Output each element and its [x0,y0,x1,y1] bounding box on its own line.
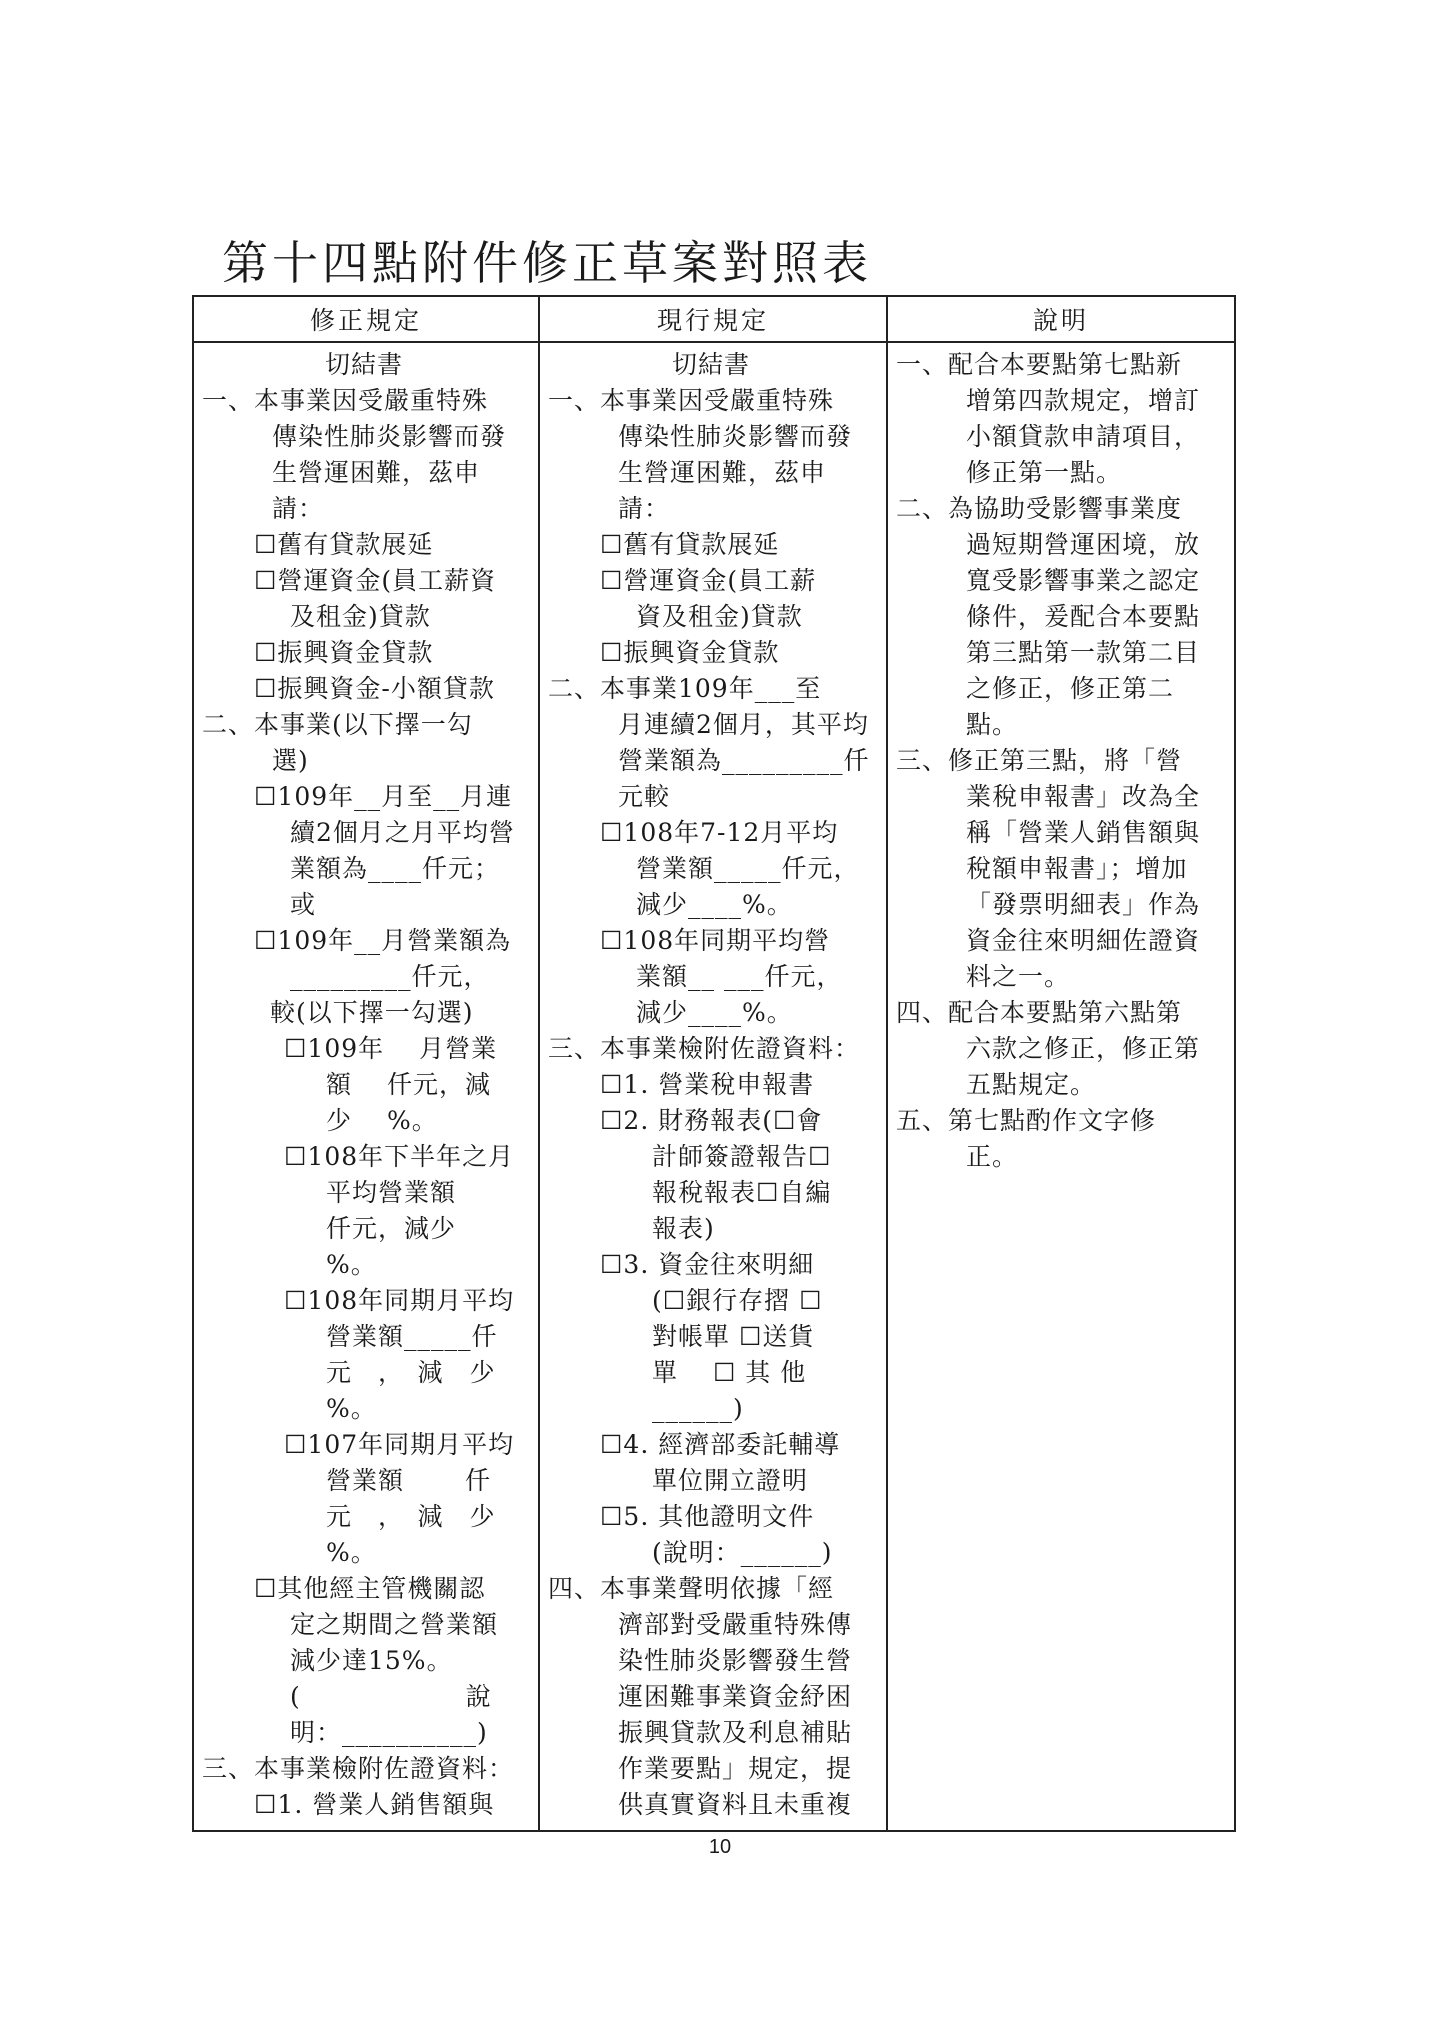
text-line: %。 [326,1538,377,1567]
text-line: 料之一。 [966,962,1071,991]
text-line: 元 ， 減 少 [326,1358,496,1387]
text-line: 小額貸款申請項目， [966,422,1201,451]
text-line: 業稅申報書」改為全 [966,782,1201,811]
checkbox-option: ☐109年 月營業 [284,1034,498,1063]
text-line: 一、配合本要點第七點新 [896,350,1183,379]
text-line: 定之期間之營業額 [290,1610,499,1639]
text-line: ______) [652,1394,744,1423]
text-line: 一、本事業因受嚴重特殊 [548,386,835,415]
text-line: 月連續2個月，其平均 [618,710,869,739]
text-line: (說明：______) [652,1538,833,1567]
checkbox-option: ☐其他經主管機關認 [254,1574,486,1603]
text-line: 條件，爰配合本要點 [966,602,1201,631]
amended-column-header: 修正規定 [194,297,538,343]
text-line: 減少____%。 [636,998,793,1027]
text-line: 修正第一點。 [966,458,1123,487]
text-line: 單位開立證明 [652,1466,809,1495]
checkbox-option: ☐營運資金(員工薪資 [254,566,497,595]
text-line: 四、本事業聲明依據「經 [548,1574,835,1603]
text-line: 資及租金)貸款 [636,602,803,631]
text-line: 第三點第一款第二目 [966,638,1201,667]
current-column-body [540,343,886,1830]
checkbox-option: ☐振興資金-小額貸款 [254,674,495,703]
text-line: 一、本事業因受嚴重特殊 [202,386,489,415]
text-line: 生營運困難，茲申 [272,458,481,487]
text-line: 五、第七點酌作文字修 [896,1106,1157,1135]
text-line: 振興貸款及利息補貼 [618,1718,853,1747]
notes-column [888,297,1234,1830]
checkbox-option: ☐108年同期月平均 [284,1286,515,1315]
text-line: 傳染性肺炎影響而發 [618,422,853,451]
notes-column-header: 說明 [888,297,1234,343]
text-line: 三、本事業檢附佐證資料： [548,1034,861,1063]
text-line: ( 說 [290,1682,492,1711]
text-line: 營業額_____仟 [326,1322,498,1351]
checkbox-option: ☐振興資金貸款 [254,638,434,667]
text-line: 單 ☐ 其 他 [652,1358,807,1387]
amended-column-body [194,343,538,1830]
text-line: 減少____%。 [636,890,793,919]
text-line: 減少達15%。 [290,1646,453,1675]
text-line: 元較 [618,782,671,811]
text-line: %。 [326,1250,377,1279]
text-line: 「發票明細表」作為 [966,890,1201,919]
checkbox-option: ☐108年同期平均營 [600,926,831,955]
text-line: 四、配合本要點第六點第 [896,998,1183,1027]
checkbox-option: ☐107年同期月平均 [284,1430,515,1459]
checkbox-option: ☐108年7-12月平均 [600,818,839,847]
checkbox-option: ☐3. 資金往來明細 [600,1250,815,1279]
text-line: 二、為協助受影響事業度 [896,494,1183,523]
document-title: 第十四點附件修正草案對照表 [222,236,872,290]
text-line: 二、本事業(以下擇一勾 [202,710,473,739]
checkbox-option: ☐舊有貸款展延 [600,530,780,559]
text-line: 營業額_____仟元， [636,854,860,883]
text-line: 五點規定。 [966,1070,1097,1099]
checkbox-option: ☐1. 營業人銷售額與 [254,1790,495,1819]
text-line: 元 ， 減 少 [326,1502,496,1531]
checkbox-option: ☐4. 經濟部委託輔導 [600,1430,841,1459]
text-line: 計師簽證報告☐ [652,1142,832,1171]
text-line: 稅額申報書」；增加 [966,854,1188,883]
text-line: 濟部對受嚴重特殊傳 [618,1610,853,1639]
text-line: 之修正，修正第二 [966,674,1175,703]
text-line: 六款之修正，修正第 [966,1034,1201,1063]
checkbox-option: ☐109年__月營業額為 [254,926,512,955]
text-line: 染性肺炎影響發生營 [618,1646,853,1675]
text-line: 過短期營運困境，放 [966,530,1201,559]
checkbox-option: ☐2. 財務報表(☐會 [600,1106,823,1135]
text-line: _________仟元， [290,962,490,991]
text-line: 續2個月之月平均營 [290,818,515,847]
text-line: 或 [290,890,317,919]
notes-column-body [888,343,1234,1830]
checkbox-option: ☐1. 營業稅申報書 [600,1070,815,1099]
text-line: 請： [618,494,671,523]
page-number: 10 [708,1836,732,1858]
text-line: 三、修正第三點，將「營 [896,746,1183,775]
text-line: 營業額 仟 [326,1466,491,1495]
text-line: 業額為____仟元； [290,854,501,883]
text-line: 報表) [652,1214,715,1243]
checkbox-option: ☐108年下半年之月 [284,1142,515,1171]
text-line: 及租金)貸款 [290,602,431,631]
text-line: 報稅報表☐自編 [652,1178,832,1207]
current-column-header: 現行規定 [540,297,886,343]
text-line: 仟元，減少 [326,1214,457,1243]
amended-column [194,297,540,1830]
text-line: 二、本事業109年___至 [548,674,822,703]
text-line: 平均營業額 [326,1178,457,1207]
checkbox-option: ☐5. 其他證明文件 [600,1502,815,1531]
text-line: 業額__ ___仟元， [636,962,843,991]
text-line: 點。 [966,710,1019,739]
checkbox-option: ☐舊有貸款展延 [254,530,434,559]
checkbox-option: ☐振興資金貸款 [600,638,780,667]
text-line: 稱「營業人銷售額與 [966,818,1201,847]
checkbox-option: ☐營運資金(員工薪 [600,566,817,595]
text-line: 資金往來明細佐證資 [966,926,1201,955]
text-line: 作業要點」規定，提 [618,1754,853,1783]
text-line: 選) [272,746,309,775]
current-column [540,297,888,1830]
checkbox-option: ☐109年__月至__月連 [254,782,513,811]
text-line: 請： [272,494,325,523]
oath-title: 切結書 [324,350,403,379]
text-line: %。 [326,1394,377,1423]
text-line: (☐銀行存摺 ☐ [652,1286,823,1315]
text-line: 營業額為_________仟 [618,746,870,775]
text-line: 生營運困難，茲申 [618,458,827,487]
text-line: 正。 [966,1142,1019,1171]
text-line: 少 %。 [326,1106,438,1135]
text-line: 明：__________) [290,1718,488,1747]
text-line: 供真實資料且未重複 [618,1790,853,1819]
text-line: 傳染性肺炎影響而發 [272,422,507,451]
comparison-table [192,295,1236,1832]
text-line: 寬受影響事業之認定 [966,566,1201,595]
text-line: 三、本事業檢附佐證資料： [202,1754,515,1783]
oath-title: 切結書 [671,350,750,379]
text-line: 額 仟元，減 [326,1070,491,1099]
text-line: 運困難事業資金紓困 [618,1682,853,1711]
text-line: 增第四款規定，增訂 [966,386,1201,415]
text-line: 較(以下擇一勾選) [270,998,474,1027]
text-line: 對帳單 ☐送貨 [652,1322,815,1351]
